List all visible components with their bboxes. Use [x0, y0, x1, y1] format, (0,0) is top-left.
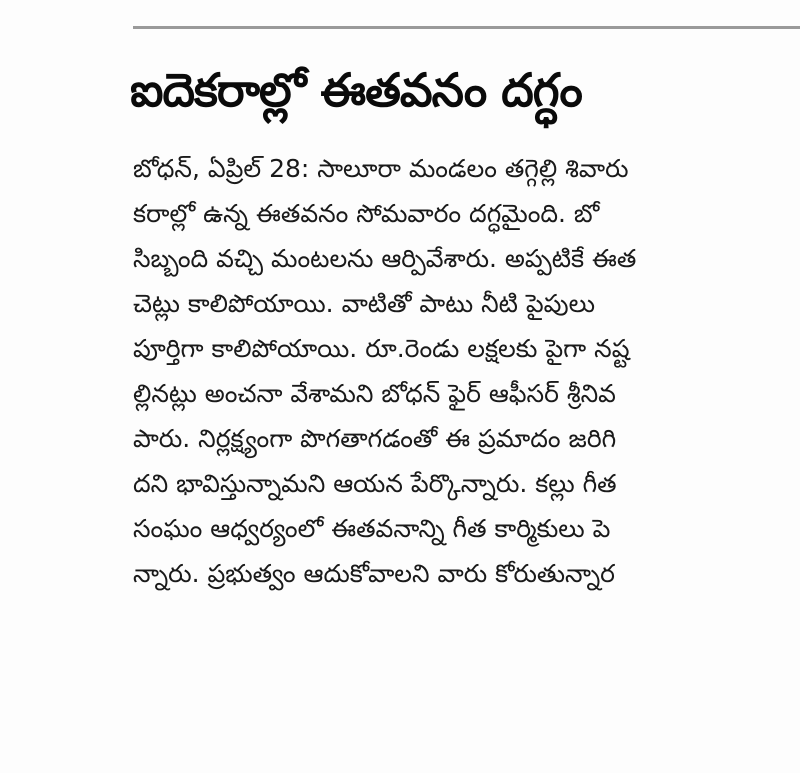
top-divider: [133, 26, 800, 29]
article-body: [133, 146, 800, 596]
article-line: పూర్తిగా కాలిపోయాయి. రూ.రెండు లక్షలకు పైగా నష్ట: [133, 334, 630, 363]
article-line: ల్లినట్లు అంచనా వేశామని బోధన్ ఫైర్ ఆఫీసర్ శ్రీనివ: [133, 379, 616, 408]
article-line: సిబ్బంది వచ్చి మంటలను ఆర్పివేశారు. అప్పటికే ఈత: [133, 244, 637, 273]
article-line: పారు. నిర్లక్ష్యంగా పొగతాగడంతో ఈ ప్రమాదం జరిగి: [133, 424, 617, 453]
article-line: దని భావిస్తున్నామని ఆయన పేర్కొన్నారు. కల్లు గీత: [133, 469, 617, 498]
article-line: చెట్లు కాలిపోయాయి. వాటితో పాటు నీటి పైపులు: [133, 289, 595, 318]
article-line: న్నారు. ప్రభుత్వం ఆదుకోవాలని వారు కోరుతున్నార: [133, 559, 615, 588]
article-line: సంఘం ఆధ్వర్యంలో ఈతవనాన్ని గీత కార్మికులు పె: [133, 514, 611, 543]
article-line: బోధన్, ఏప్రిల్ 28: సాలూరా మండలం తగ్గెల్లి శివారు: [133, 154, 629, 183]
article-headline: ఐదెకరాల్లో ఈతవనం దగ్ధం: [130, 63, 582, 117]
article-line: కరాల్లో ఉన్న ఈతవనం సోమవారం దగ్ధమైంది. బో: [133, 199, 600, 228]
